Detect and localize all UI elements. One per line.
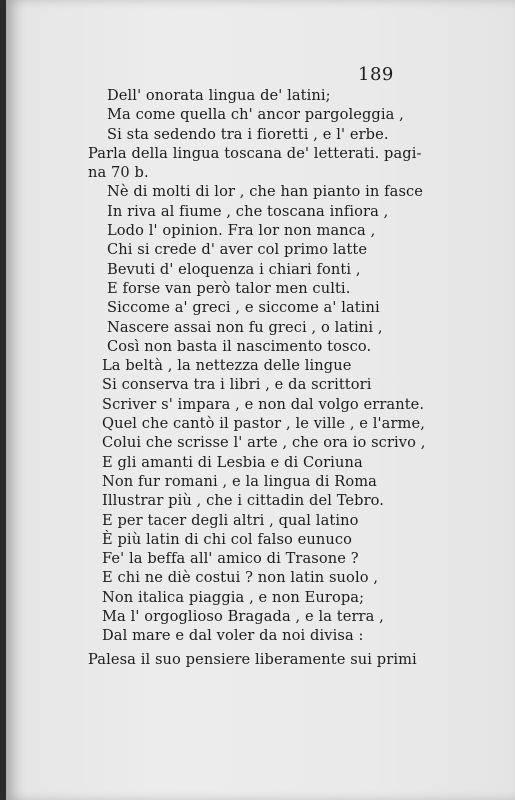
text-line: Colui che scrisse l' arte , che ora io scrivo , [102,434,426,452]
text-line: Nè di molti di lor , che han pianto in fasce [107,183,424,201]
text-line: È più latin di chi col falso eunuco [102,530,353,548]
text-line: Dell' onorata lingua de' latini; [107,87,331,104]
text-line: E per tacer degli altri , qual latino [102,511,359,529]
text-line: Così non basta il nascimento tosco. [107,337,372,355]
text-line: Chi si crede d' aver col primo latte [107,241,368,259]
text-line: Fe' la beffa all' amico di Trasone ? [102,550,359,568]
text-line: Si sta sedendo tra i fioretti , e l' erbe. [107,125,389,143]
page-text [6,86,515,669]
text-line: Parla della lingua toscana de' letterati. pagi- [88,144,422,162]
text-line: Nascere assai non fu greci , o latini , [107,318,383,336]
text-line: Non italica piaggia , e non Europa; [102,588,365,606]
text-line: E gli amanti di Lesbia e di Coriuna [102,453,363,471]
book-page [6,0,515,800]
text-line: Palesa il suo pensiere liberamente sui primi [88,650,417,668]
text-line: Dal mare e dal voler da noi divisa : [102,627,364,645]
text-line: Scriver s' impara , e non dal volgo errante. [102,395,425,413]
text-line: Non fur romani , e la lingua di Roma [102,472,377,490]
text-line: Illustrar più , che i cittadin del Tebro. [102,492,385,510]
text-line: Bevuti d' eloquenza i chiari fonti , [107,260,361,278]
page-number: 189 [358,64,394,85]
text-line: In riva al fiume , che toscana infiora , [107,202,389,220]
text-line: Quel che cantò il pastor , le ville , e l'arme, [102,415,425,433]
text-line: E forse van però talor men culti. [107,279,351,297]
text-line: Ma come quella ch' ancor pargoleggia , [107,106,404,124]
text-line: Lodo l' opinion. Fra lor non manca , [107,222,376,240]
text-line: Ma l' orgoglioso Bragada , e la terra , [102,608,384,626]
text-line: Siccome a' greci , e siccome a' latini [107,299,380,317]
text-line: La beltà , la nettezza delle lingue [102,357,352,375]
text-line: Si conserva tra i libri , e da scrittori [102,376,372,394]
text-line: na 70 b. [88,164,149,182]
text-line: E chi ne diè costui ? non latin suolo , [102,569,379,587]
